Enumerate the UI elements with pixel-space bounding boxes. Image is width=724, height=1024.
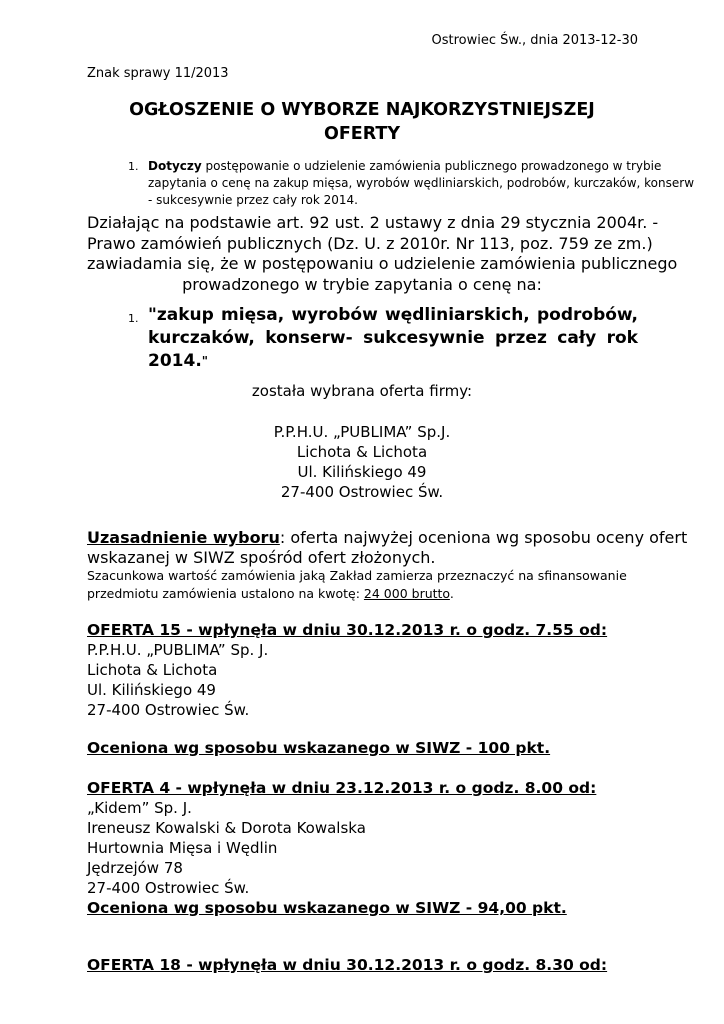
item1-number: 1. (128, 160, 139, 173)
item2-line1: "zakup mięsa, wyrobów wędliniarskich, podrobów, (148, 305, 638, 325)
item1-text (148, 158, 695, 209)
justification-label: Uzasadnienie wyboru (87, 528, 280, 547)
justification-line1: : oferta najwyżej oceniona wg sposobu oceny ofert (279, 528, 688, 547)
offer-line: „Kidem” Sp. J. (87, 799, 192, 817)
intro-paragraph (87, 213, 678, 295)
title-line-1: OGŁOSZENIE O WYBORZE NAJKORZYSTNIEJSZEJ (129, 100, 595, 120)
intro-line-4: prowadzonego w trybie zapytania o cenę na: (182, 274, 542, 294)
item1-line2: zapytania o cenę na zakup mięsa, wyrobów wędliniarskich, podrobów, kurczaków, konserw (148, 176, 695, 190)
estimate-amount: 24 000 brutto (363, 586, 450, 601)
item2-number: 1. (128, 312, 139, 325)
selected-company (87, 422, 637, 502)
item1-line3: - sukcesywnie przez cały rok 2014. (148, 193, 358, 207)
offer-line: 27-400 Ostrowiec Św. (87, 701, 250, 719)
place-date: Ostrowiec Św., dnia 2013-12-30 (431, 33, 638, 48)
offer-line: Hurtownia Mięsa i Wędlin (87, 839, 278, 857)
item2-line2: kurczaków, konserw- sukcesywnie przez cały rok (148, 328, 638, 348)
company-line-2: Lichota & Lichota (296, 443, 428, 461)
offer-score: Oceniona wg sposobu wskazanego w SIWZ - 94,00 pkt. (87, 899, 567, 917)
intro-line-1: Działając na podstawie art. 92 ust. 2 ustawy z dnia 29 stycznia 2004r. - (87, 213, 659, 232)
offer-line: P.P.H.U. „PUBLIMA” Sp. J. (87, 641, 269, 659)
estimate-line-1: Szacunkowa wartość zamówienia jaką Zakład zamierza przeznaczyć na sfinansowanie (87, 568, 627, 583)
item1-bold: Dotyczy (148, 159, 202, 173)
item2-line3: 2014. (148, 351, 202, 371)
offer-line: Lichota & Lichota (87, 661, 218, 679)
offer-score: Oceniona wg sposobu wskazanego w SIWZ - 100 pkt. (87, 739, 551, 757)
offer-heading: OFERTA 4 - wpłynęła w dniu 23.12.2013 r. o godz. 8.00 od: (87, 779, 597, 797)
offer-line: Ireneusz Kowalski & Dorota Kowalska (87, 819, 366, 837)
company-line-1: P.P.H.U. „PUBLIMA” Sp.J. (273, 423, 451, 441)
estimate-note: Szacunkowa wartość zamówienia jaką Zakład zamierza przeznaczyć na sfinansowanie przedmiotu zamówienia ustalono na kwotę: 24 000 brutto. (87, 568, 627, 601)
justification-line2: wskazanej w SIWZ spośród ofert złożonych. (87, 548, 436, 567)
offer-heading: OFERTA 18 - wpłynęła w dniu 30.12.2013 r. o godz. 8.30 od: (87, 956, 608, 974)
offer-details (87, 640, 268, 720)
intro-line-3: zawiadamia się, że w postępowaniu o udzielenie zamówienia publicznego (87, 254, 678, 273)
company-line-3: Ul. Kilińskiego 49 (297, 463, 427, 481)
offer-heading: OFERTA 15 - wpłynęła w dniu 30.12.2013 r. o godz. 7.55 od: (87, 621, 608, 639)
estimate-line-2: przedmiotu zamówienia ustalono na kwotę: (87, 586, 364, 601)
offer-line: Jędrzejów 78 (87, 859, 183, 877)
item1-line1: postępowanie o udzielenie zamówienia publicznego prowadzonego w trybie (205, 159, 662, 173)
offer-line: 27-400 Ostrowiec Św. (87, 879, 250, 897)
intro-line-2: Prawo zamówień publicznych (Dz. U. z 2010r. Nr 113, poz. 759 ze zm.) (87, 233, 653, 253)
case-number: Znak sprawy 11/2013 (87, 66, 229, 81)
company-line-4: 27-400 Ostrowiec Św. (280, 483, 444, 501)
item2-quote: " (201, 354, 209, 368)
justification (87, 528, 688, 568)
title-line-2: OFERTY (323, 124, 401, 144)
item2-text (148, 304, 638, 373)
offer-line: Ul. Kilińskiego 49 (87, 681, 216, 699)
selected-intro: została wybrana oferta firmy: (251, 382, 473, 400)
offer-details (87, 798, 366, 898)
document-title (87, 98, 637, 146)
